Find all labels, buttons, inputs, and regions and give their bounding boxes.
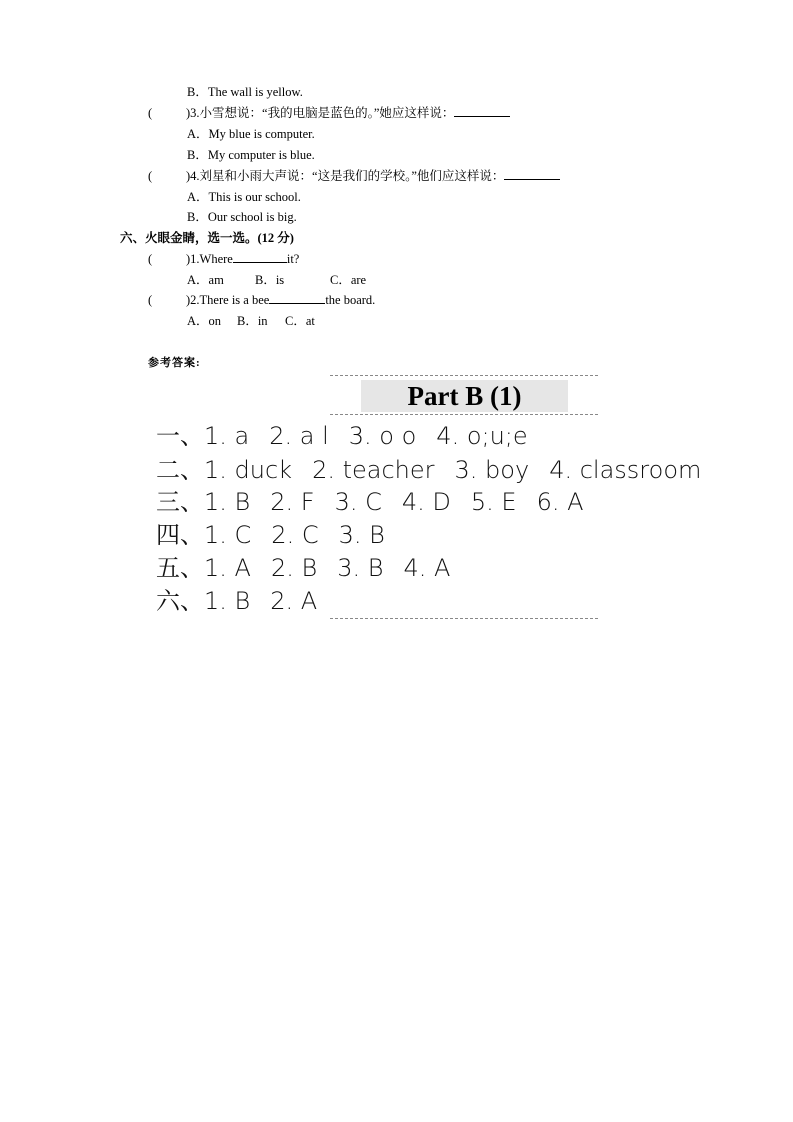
question-3-stem: 3.小雪想说：“我的电脑是蓝色的。”她应这样说： <box>190 106 455 120</box>
answer-row-number: 一、 <box>156 422 204 450</box>
answer-row <box>156 455 721 485</box>
answer-blank <box>504 168 560 180</box>
answer-item: 3. B <box>337 554 384 582</box>
answer-item: 5. E <box>470 488 517 516</box>
answer-row-number: 三、 <box>156 488 204 516</box>
answer-paren-open: ( <box>148 106 153 120</box>
answer-item: 2. B <box>270 554 318 582</box>
answer-row-number: 二、 <box>156 456 204 484</box>
answer-row <box>156 520 405 550</box>
question-3-option-b: B．My computer is blue. <box>187 148 315 162</box>
answer-blank <box>454 105 510 117</box>
answer-row-number: 五、 <box>156 554 204 582</box>
answer-item: 4. classroom <box>549 456 702 484</box>
dashed-divider-top <box>330 375 598 376</box>
answer-item: 2. F <box>270 488 315 516</box>
option-a: A．on <box>187 314 222 328</box>
answer-key-label: 参考答案: <box>148 357 201 369</box>
answer-row <box>156 586 337 616</box>
answer-paren-close: ) <box>186 293 191 307</box>
section-6-question-1 <box>148 251 299 267</box>
question-4 <box>148 168 560 184</box>
answer-row <box>156 421 548 451</box>
section-6-question-2-options <box>187 313 315 329</box>
question-stem-after: the board. <box>325 293 376 307</box>
answer-item: 2. teacher <box>312 456 435 484</box>
section-6-title: 六、火眼金睛，选一选。(12 分) <box>120 231 294 245</box>
part-title-box <box>361 380 568 412</box>
answer-item: 2. A <box>270 587 318 615</box>
answer-item: 1. A <box>204 554 251 582</box>
question-4-option-a: A．This is our school. <box>187 190 301 204</box>
question-stem-before: 1.Where <box>190 252 233 266</box>
answer-paren-close: ) <box>186 169 191 183</box>
question-4-option-b: B．Our school is big. <box>187 210 297 224</box>
answer-paren-close: ) <box>186 106 191 120</box>
answer-paren-close: ) <box>186 252 191 266</box>
answer-item: 3. o o <box>348 422 417 450</box>
option-b: B．is <box>255 273 285 287</box>
question-4-stem: 4.刘星和小雨大声说：“这是我们的学校。”他们应这样说： <box>190 169 505 183</box>
answer-item: 4. o;u;e <box>436 422 528 450</box>
answer-item: 4. D <box>401 488 451 516</box>
answer-item: 1. a <box>204 422 250 450</box>
question-stem-before: 2.There is a bee <box>190 293 270 307</box>
dashed-divider-middle <box>330 414 598 415</box>
answer-row-number: 四、 <box>156 521 204 549</box>
option-c: C．are <box>330 273 367 287</box>
answer-item: 3. boy <box>454 456 530 484</box>
prev-question-option-b: B．The wall is yellow. <box>187 85 303 99</box>
answer-item: 3. C <box>334 488 382 516</box>
answer-item: 1. duck <box>204 456 293 484</box>
answer-item: 1. B <box>204 488 251 516</box>
part-title: Part B (1) <box>407 381 522 411</box>
answer-row-number: 六、 <box>156 587 204 615</box>
dashed-divider-bottom <box>330 618 598 619</box>
question-3-option-a: A．My blue is computer. <box>187 127 315 141</box>
answer-item: 1. B <box>204 587 251 615</box>
option-a: A．am <box>187 273 224 287</box>
answer-row <box>156 553 470 583</box>
answer-blank <box>269 292 325 304</box>
answer-paren-open: ( <box>148 169 153 183</box>
answer-row <box>156 487 604 517</box>
answer-item: 6. A <box>536 488 584 516</box>
answer-item: 1. C <box>204 521 252 549</box>
option-c: C．at <box>285 314 315 328</box>
section-6-question-1-options <box>187 272 366 288</box>
answer-item: 4. A <box>403 554 451 582</box>
answer-item: 3. B <box>338 521 385 549</box>
question-3 <box>148 105 510 121</box>
option-b: B．in <box>237 314 268 328</box>
answer-item: 2. C <box>271 521 319 549</box>
answer-paren-open: ( <box>148 293 153 307</box>
section-6-question-2 <box>148 292 375 308</box>
answer-blank <box>233 251 287 263</box>
question-stem-after: it? <box>286 252 300 266</box>
answer-paren-open: ( <box>148 252 153 266</box>
answer-item: 2. a l <box>269 422 329 450</box>
